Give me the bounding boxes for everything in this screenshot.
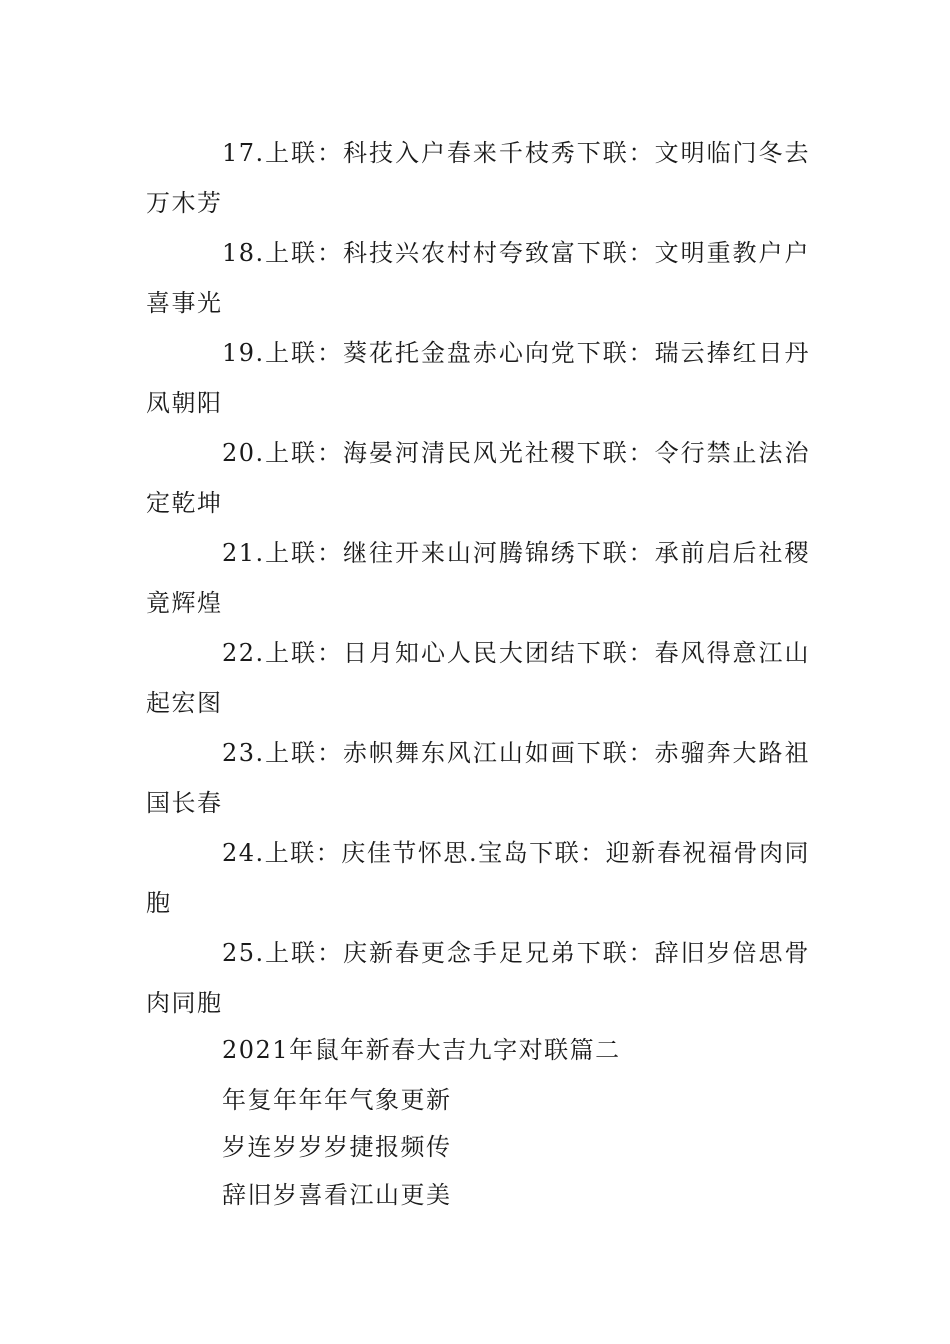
couplet-19: 19.上联：葵花托金盘赤心向党下联：瑞云捧红日丹凤朝阳	[146, 339, 810, 417]
couplet-17: 17.上联：科技入户春来千枝秀下联：文明临门冬去万木芳	[146, 139, 810, 217]
couplet-23: 23.上联：赤帜舞东风江山如画下联：赤骝奔大路祖国长春	[146, 739, 810, 817]
couplet-20: 20.上联：海晏河清民风光社稷下联：令行禁止法治定乾坤	[146, 439, 810, 517]
couplet-21: 21.上联：继往开来山河腾锦绣下联：承前启后社稷竟辉煌	[146, 539, 810, 617]
couplet-24: 24.上联：庆佳节怀思.宝岛下联：迎新春祝福骨肉同胞	[146, 839, 810, 917]
couplet-25: 25.上联：庆新春更念手足兄弟下联：辞旧岁倍思骨肉同胞	[146, 939, 810, 1017]
couplet-line-3: 辞旧岁喜看江山更美	[222, 1181, 452, 1209]
couplet-line-2: 岁连岁岁岁捷报频传	[222, 1133, 452, 1161]
couplet-22: 22.上联：日月知心人民大团结下联：春风得意江山起宏图	[146, 639, 810, 717]
couplet-18: 18.上联：科技兴农村村夸致富下联：文明重教户户喜事光	[146, 239, 810, 317]
section-title: 2021年鼠年新春大吉九字对联篇二	[222, 1036, 621, 1064]
couplet-line-1: 年复年年年气象更新	[222, 1086, 452, 1114]
